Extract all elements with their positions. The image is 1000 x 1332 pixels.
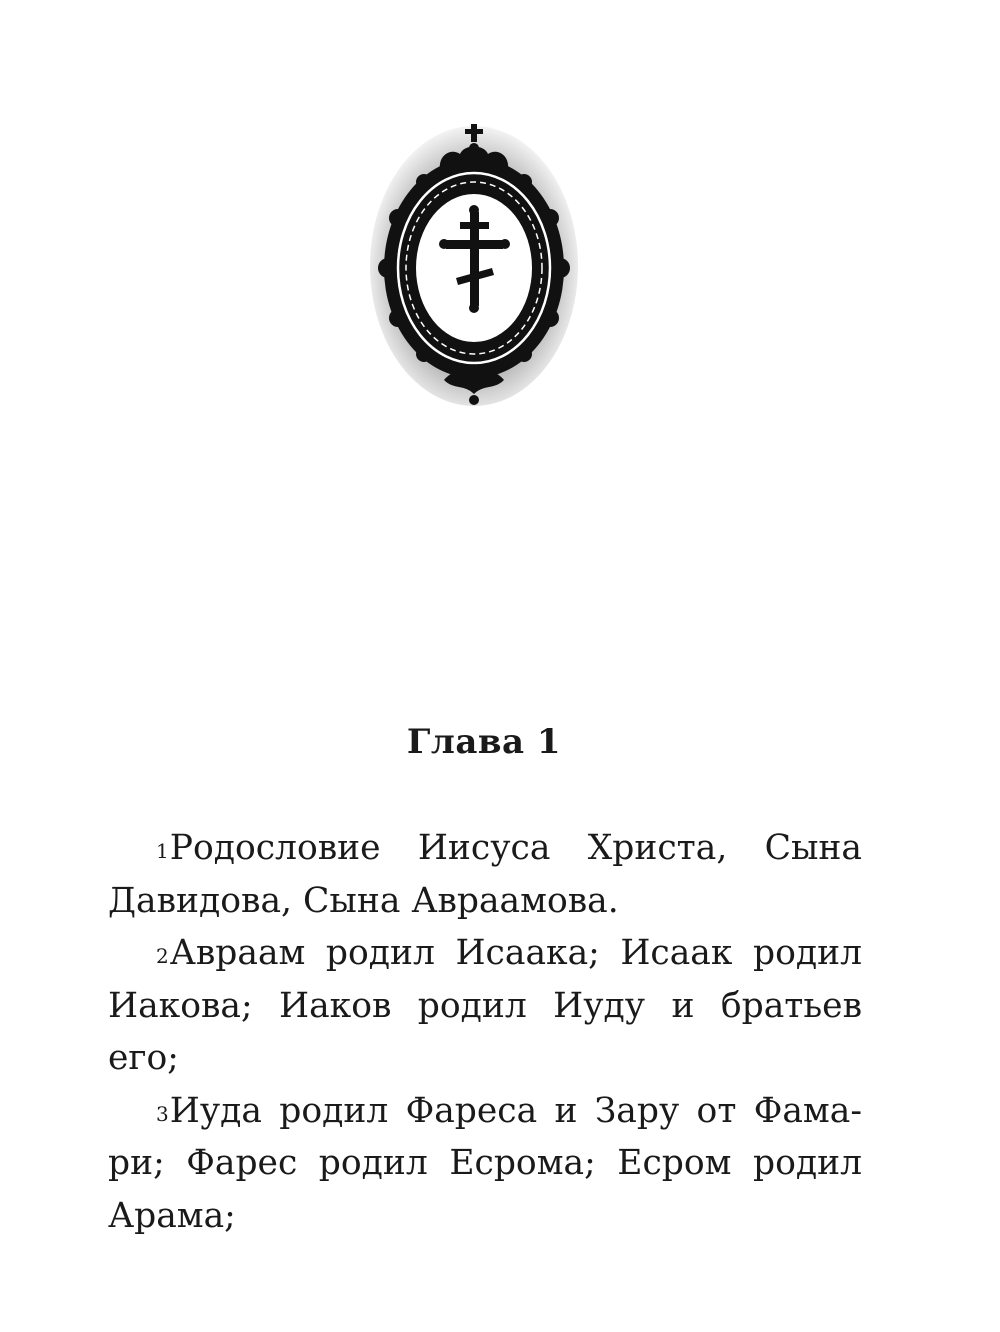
verse-1 <box>108 822 862 927</box>
orthodox-cross-frame-icon <box>368 118 580 408</box>
verse-2 <box>108 927 862 1085</box>
scripture-text <box>108 822 862 1242</box>
verse-3 <box>108 1085 862 1243</box>
verse-number: 1 <box>156 839 169 863</box>
verse-number: 2 <box>156 944 169 968</box>
verse-text: Авраам родил Исаака; Исаак родил Иакова; Иаков родил Иуду и братьев его; <box>108 933 862 1078</box>
chapter-title: Глава 1 <box>406 722 562 762</box>
verse-text: Иуда родил Фареса и Зару от Фама-ри; Фарес родил Есрома; Есром родил Арама; <box>108 1090 862 1236</box>
verse-text: Родословие Иисуса Христа, Сына Давидова, Сына Авраамова. <box>108 828 862 921</box>
verse-number: 3 <box>156 1101 169 1126</box>
